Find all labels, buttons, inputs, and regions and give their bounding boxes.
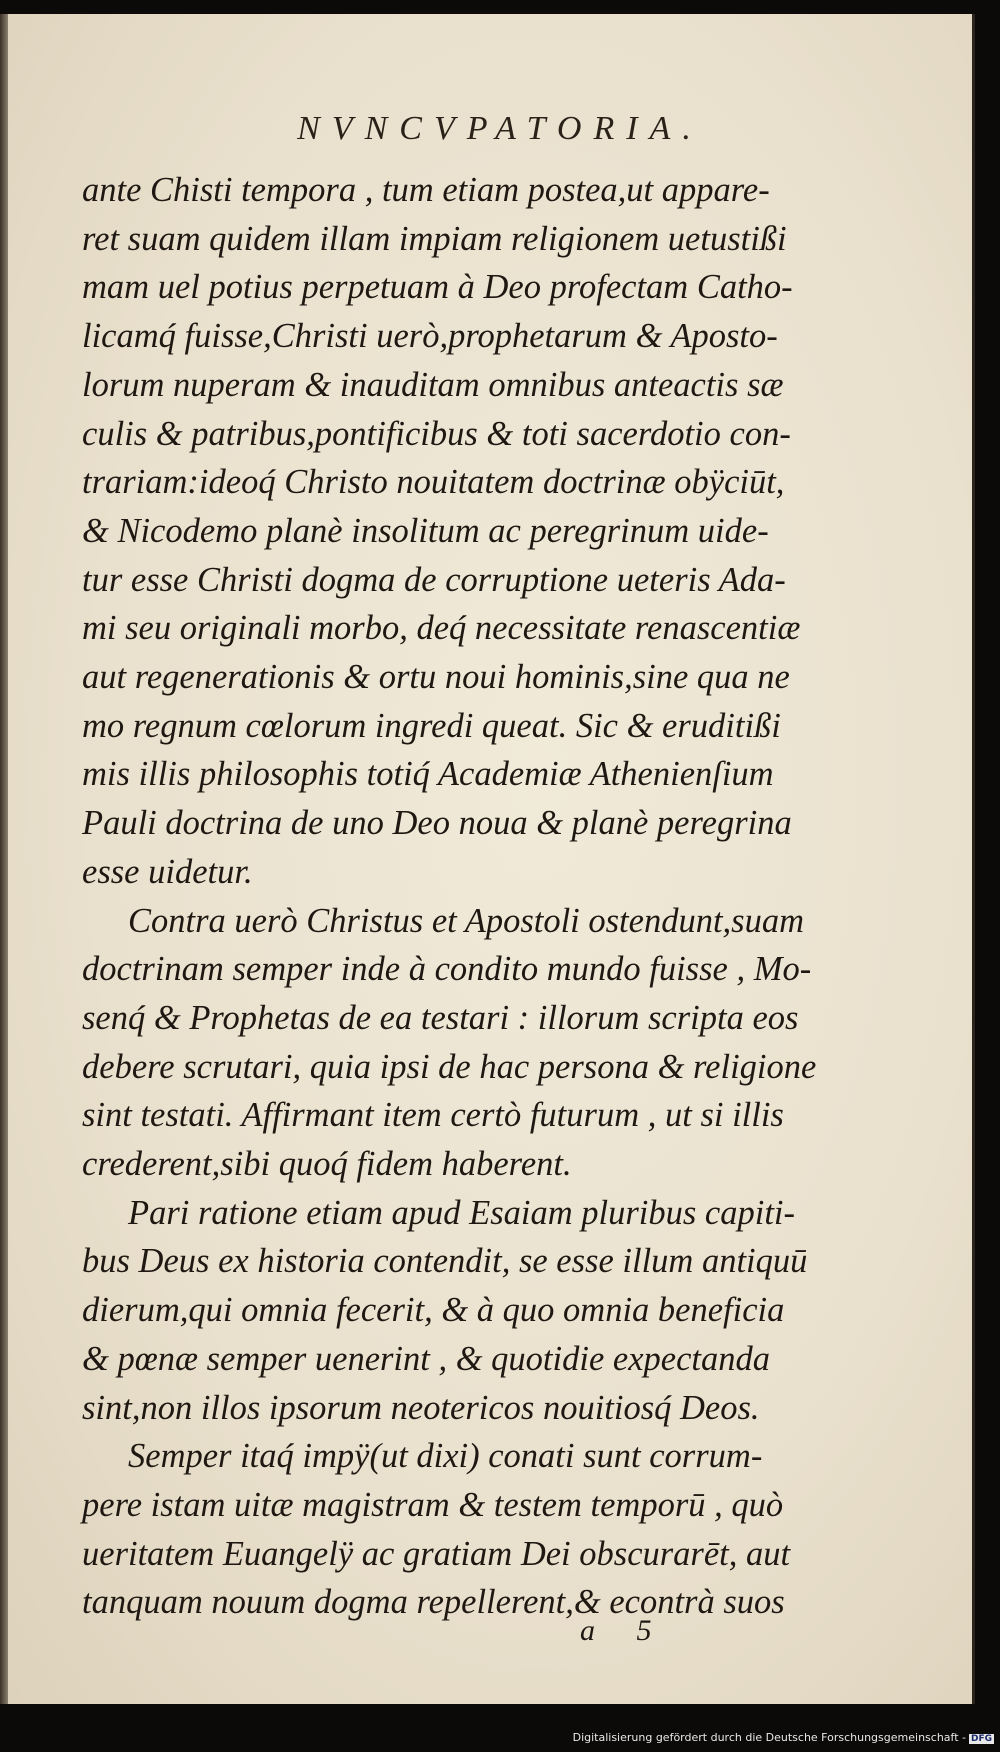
text-line: Pauli doctrina de uno Deo noua & planè peregrina (82, 804, 792, 843)
text-line: mam uel potius perpetuam à Deo profectam Catho- (82, 268, 793, 307)
text-line: aut regenerationis & ortu noui hominis,sine qua ne (82, 658, 790, 697)
text-line: culis & patribus,pontificibus & toti sacerdotio con- (82, 414, 791, 453)
running-title: NVNCVPATORIA. (297, 110, 703, 147)
text-line: pere istam uitæ magistram & testem temporū , quò (82, 1485, 784, 1524)
paragraph-start-line: Semper itaq́ impÿ(ut dixi) conati sunt corrum- (128, 1437, 763, 1476)
text-line: trariam:ideoq́ Christo nouitatem doctrinæ obÿciūt, (82, 463, 785, 502)
page-number: 5 (636, 1614, 652, 1647)
signature-mark: a (580, 1614, 595, 1647)
dfg-logo: DFG (970, 1734, 992, 1744)
credit-text: Digitalisierung gefördert durch die Deutsche Forschungsgemeinschaft - (572, 1731, 966, 1744)
paragraph-start-line: Pari ratione etiam apud Esaiam pluribus capiti- (128, 1193, 795, 1232)
paragraph-start-line: Contra uerò Christus et Apostoli ostendunt,suam (128, 901, 805, 940)
text-line: mo regnum cœlorum ingredi queat. Sic & eruditißi (82, 706, 781, 745)
text-line: ante Chisti tempora , tum etiam postea,ut appare- (82, 171, 770, 209)
text-line: dierum,qui omnia fecerit, & à quo omnia beneficia (82, 1291, 785, 1330)
page-footer (580, 1614, 686, 1648)
digitization-credit (573, 1731, 994, 1744)
text-line: sint,non illos ipsorum neotericos nouitiosq́ Deos. (82, 1388, 760, 1427)
body-text (82, 166, 852, 1627)
text-line: sint testati. Affirmant item certò futurum , ut si illis (82, 1096, 784, 1135)
text-line: licamq́ fuisse,Christi uerò,prophetarum & Aposto- (82, 317, 778, 356)
scan-bottom-border (0, 1704, 1000, 1752)
text-line: tur esse Christi dogma de corruptione ueteris Ada- (82, 560, 786, 599)
text-line: esse uidetur. (82, 852, 253, 891)
text-line: debere scrutari, quia ipsi de hac persona & religione (82, 1047, 817, 1086)
text-line: & Nicodemo planè insolitum ac peregrinum uide- (82, 511, 769, 550)
text-line: ret suam quidem illam impiam religionem uetustißi (82, 219, 787, 258)
text-line: doctrinam semper inde à condito mundo fuisse , Mo- (82, 950, 812, 989)
text-line: mi seu originali morbo, deq́ necessitate renascentiæ (82, 609, 801, 648)
text-line: senq́ & Prophetas de ea testari : illorum scripta eos (82, 998, 799, 1037)
text-line: tanquam nouum dogma repellerent,& econtrà suos (82, 1583, 785, 1622)
text-line: ueritatem Euangelÿ ac gratiam Dei obscurarēt, aut (82, 1534, 791, 1573)
text-line: lorum nuperam & inauditam omnibus anteactis sæ (82, 365, 784, 404)
text-line: crederent,sibi quoq́ fidem haberent. (82, 1145, 572, 1184)
text-line: mis illis philosophis totiq́ Academiæ Athenienſium (82, 755, 774, 794)
text-line: & pœnæ semper uenerint , & quotidie expectanda (82, 1339, 770, 1378)
text-line: bus Deus ex historia contendit, se esse illum antiquū (82, 1242, 808, 1281)
